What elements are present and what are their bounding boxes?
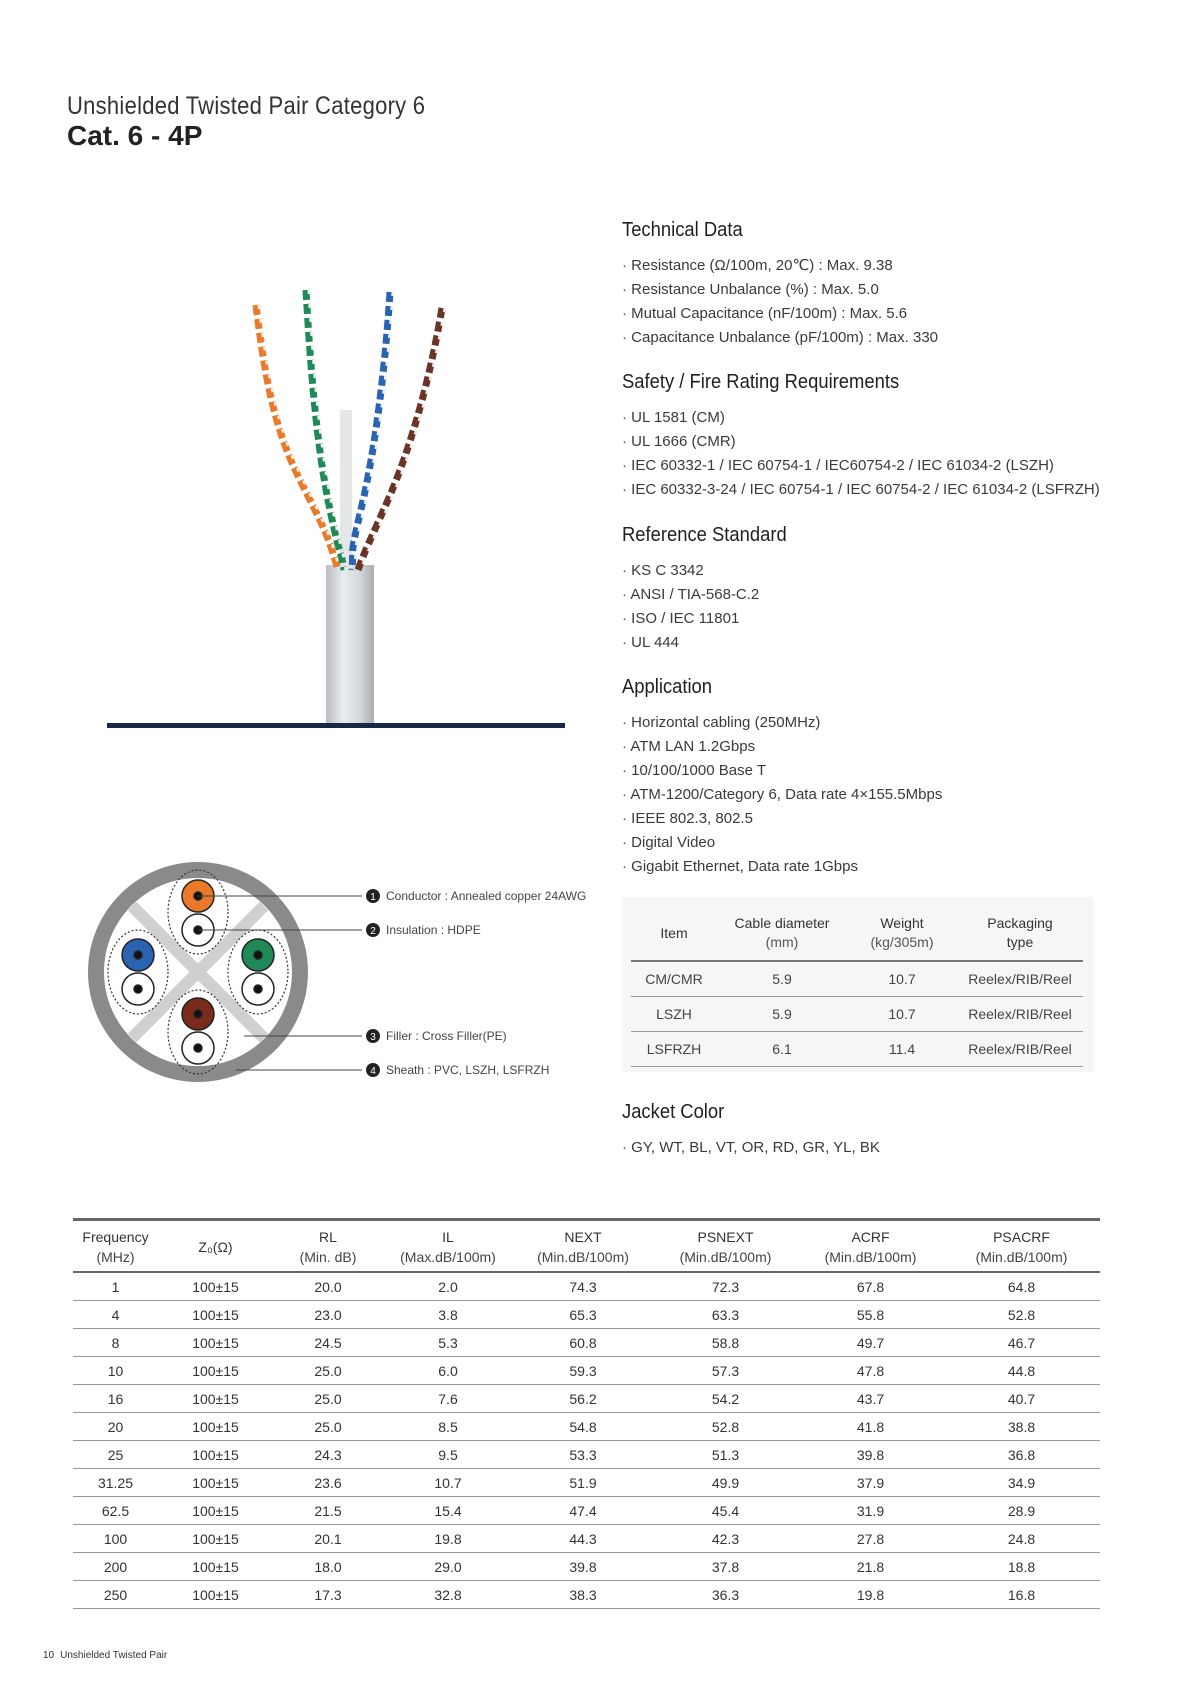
table-row	[73, 1469, 1100, 1497]
table-cell: 21.5	[273, 1497, 383, 1525]
table-cell: 16	[73, 1385, 158, 1413]
list-item: · UL 444	[622, 631, 801, 655]
table-cell: 57.3	[653, 1357, 798, 1385]
callout-3	[366, 1029, 507, 1043]
callout-4	[366, 1063, 549, 1077]
table-cell: 9.5	[383, 1441, 513, 1469]
footer-label: Unshielded Twisted Pair	[60, 1650, 168, 1661]
perf-header: IL (Max.dB/100m)	[383, 1220, 513, 1273]
table-cell: 49.9	[653, 1469, 798, 1497]
table-cell: 49.7	[798, 1329, 943, 1357]
table-cell: 100±15	[158, 1469, 273, 1497]
page-subtitle: Unshielded Twisted Pair Category 6	[67, 92, 426, 120]
table-cell: 38.8	[943, 1413, 1100, 1441]
performance-table	[73, 1218, 1100, 1609]
table-cell: 24.3	[273, 1441, 383, 1469]
technical-data-heading: Technical Data	[622, 219, 743, 241]
reference-heading: Reference Standard	[622, 524, 787, 546]
table-cell: 29.0	[383, 1553, 513, 1581]
spec-header-diameter: Cable diameter (mm)	[717, 910, 847, 961]
table-cell: 100±15	[158, 1357, 273, 1385]
list-item: · Capacitance Unbalance (pF/100m) : Max. 330	[622, 326, 938, 350]
application-heading: Application	[622, 676, 713, 698]
table-row	[73, 1413, 1100, 1441]
table-cell: 41.8	[798, 1413, 943, 1441]
reference-section	[622, 524, 801, 655]
table-cell: 44.8	[943, 1357, 1100, 1385]
table-cell: 65.3	[513, 1301, 653, 1329]
table-row	[73, 1357, 1100, 1385]
table-cell: 6.0	[383, 1357, 513, 1385]
safety-section	[622, 371, 1100, 502]
table-cell: 10	[73, 1357, 158, 1385]
jacket-color-section	[622, 1101, 880, 1160]
list-item: · KS C 3342	[622, 559, 801, 583]
perf-header: NEXT (Min.dB/100m)	[513, 1220, 653, 1273]
spec-header-weight: Weight (kg/305m)	[847, 910, 957, 961]
table-cell: 100±15	[158, 1581, 273, 1609]
table-cell: 52.8	[653, 1413, 798, 1441]
blue-pair	[352, 292, 390, 570]
table-cell: 31.9	[798, 1497, 943, 1525]
jacket-color-heading: Jacket Color	[622, 1101, 725, 1123]
table-row: CM/CMR 5.9 10.7 Reelex/RIB/Reel	[631, 961, 1083, 997]
table-cell: 45.4	[653, 1497, 798, 1525]
table-cell: 60.8	[513, 1329, 653, 1357]
brown-pair	[358, 308, 442, 570]
table-cell: 56.2	[513, 1385, 653, 1413]
list-item: · 10/100/1000 Base T	[622, 759, 942, 783]
table-cell: 58.8	[653, 1329, 798, 1357]
perf-header: PSNEXT (Min.dB/100m)	[653, 1220, 798, 1273]
cable-photo	[210, 280, 470, 725]
table-cell: 100±15	[158, 1497, 273, 1525]
spec-header-item: Item	[631, 910, 717, 961]
list-item: · ISO / IEC 11801	[622, 607, 801, 631]
list-item: · ATM-1200/Category 6, Data rate 4×155.5Mbps	[622, 783, 942, 807]
table-cell: 20.0	[273, 1272, 383, 1301]
table-cell: 250	[73, 1581, 158, 1609]
table-cell: 38.3	[513, 1581, 653, 1609]
table-cell: 4	[73, 1301, 158, 1329]
table-cell: 18.0	[273, 1553, 383, 1581]
list-item: · ANSI / TIA-568-C.2	[622, 583, 801, 607]
table-row	[73, 1301, 1100, 1329]
callout-label: Conductor : Annealed copper 24AWG	[386, 889, 587, 903]
table-cell: 8.5	[383, 1413, 513, 1441]
list-item: · ATM LAN 1.2Gbps	[622, 735, 942, 759]
callout-number: 2	[370, 926, 376, 937]
cross-section-diagram	[86, 860, 646, 1090]
callout-label: Insulation : HDPE	[386, 923, 481, 937]
list-item: · Gigabit Ethernet, Data rate 1Gbps	[622, 855, 942, 879]
table-cell: 39.8	[798, 1441, 943, 1469]
table-row	[73, 1581, 1100, 1609]
callout-number: 1	[370, 892, 376, 903]
callout-2	[366, 923, 481, 937]
table-cell: 100±15	[158, 1441, 273, 1469]
table-cell: 53.3	[513, 1441, 653, 1469]
list-item: · Resistance Unbalance (%) : Max. 5.0	[622, 278, 938, 302]
table-cell: 46.7	[943, 1329, 1100, 1357]
callout-1	[366, 889, 586, 903]
table-row	[73, 1497, 1100, 1525]
table-row: LSFRZH 6.1 11.4 Reelex/RIB/Reel	[631, 1032, 1083, 1067]
list-item: · GY, WT, BL, VT, OR, RD, GR, YL, BK	[622, 1136, 880, 1160]
list-item: · UL 1581 (CM)	[622, 406, 1100, 430]
technical-data-section	[622, 219, 938, 350]
table-cell: 20.1	[273, 1525, 383, 1553]
table-cell: 43.7	[798, 1385, 943, 1413]
table-cell: 19.8	[798, 1581, 943, 1609]
spec-table	[631, 910, 1083, 1067]
list-item: · IEC 60332-1 / IEC 60754-1 / IEC60754-2 / IEC 61034-2 (LSZH)	[622, 454, 1100, 478]
page-number: 10	[43, 1650, 55, 1661]
table-cell: 17.3	[273, 1581, 383, 1609]
table-cell: 21.8	[798, 1553, 943, 1581]
table-cell: 37.9	[798, 1469, 943, 1497]
table-row	[73, 1272, 1100, 1301]
performance-header-row	[73, 1220, 1100, 1273]
table-cell: 25.0	[273, 1413, 383, 1441]
page-title: Cat. 6 - 4P	[67, 120, 203, 151]
table-cell: 54.8	[513, 1413, 653, 1441]
table-cell: 8	[73, 1329, 158, 1357]
table-cell: 72.3	[653, 1272, 798, 1301]
list-item: · Horizontal cabling (250MHz)	[622, 711, 942, 735]
safety-heading: Safety / Fire Rating Requirements	[622, 371, 900, 393]
table-cell: 100±15	[158, 1413, 273, 1441]
table-row: LSZH 5.9 10.7 Reelex/RIB/Reel	[631, 997, 1083, 1032]
table-cell: 74.3	[513, 1272, 653, 1301]
table-cell: 51.9	[513, 1469, 653, 1497]
table-cell: 18.8	[943, 1553, 1100, 1581]
table-cell: 20	[73, 1413, 158, 1441]
table-cell: 100±15	[158, 1553, 273, 1581]
table-cell: 25.0	[273, 1357, 383, 1385]
photo-baseline	[107, 723, 565, 728]
table-cell: 37.8	[653, 1553, 798, 1581]
table-cell: 3.8	[383, 1301, 513, 1329]
table-cell: 200	[73, 1553, 158, 1581]
table-cell: 27.8	[798, 1525, 943, 1553]
table-cell: 7.6	[383, 1385, 513, 1413]
list-item: · IEEE 802.3, 802.5	[622, 807, 942, 831]
table-cell: 25.0	[273, 1385, 383, 1413]
table-cell: 52.8	[943, 1301, 1100, 1329]
table-cell: 28.9	[943, 1497, 1100, 1525]
table-cell: 19.8	[383, 1525, 513, 1553]
table-cell: 55.8	[798, 1301, 943, 1329]
table-cell: 5.3	[383, 1329, 513, 1357]
list-item: · IEC 60332-3-24 / IEC 60754-1 / IEC 60754-2 / IEC 61034-2 (LSFRZH)	[622, 478, 1100, 502]
table-cell: 40.7	[943, 1385, 1100, 1413]
table-cell: 100±15	[158, 1272, 273, 1301]
orange-pair	[256, 305, 338, 570]
perf-header: ACRF (Min.dB/100m)	[798, 1220, 943, 1273]
table-cell: 44.3	[513, 1525, 653, 1553]
table-cell: 67.8	[798, 1272, 943, 1301]
table-cell: 100±15	[158, 1329, 273, 1357]
table-cell: 42.3	[653, 1525, 798, 1553]
callout-number: 3	[370, 1032, 376, 1043]
callout-number: 4	[370, 1066, 376, 1077]
spec-header-packaging: Packaging type	[957, 910, 1083, 961]
table-cell: 32.8	[383, 1581, 513, 1609]
list-item: · Digital Video	[622, 831, 942, 855]
perf-header: RL (Min. dB)	[273, 1220, 383, 1273]
table-cell: 36.3	[653, 1581, 798, 1609]
table-row	[73, 1441, 1100, 1469]
callout-label: Filler : Cross Filler(PE)	[386, 1029, 507, 1043]
table-cell: 63.3	[653, 1301, 798, 1329]
table-cell: 54.2	[653, 1385, 798, 1413]
table-row	[73, 1385, 1100, 1413]
table-row	[73, 1553, 1100, 1581]
table-cell: 59.3	[513, 1357, 653, 1385]
table-cell: 23.6	[273, 1469, 383, 1497]
table-row	[73, 1525, 1100, 1553]
perf-header: Z₀(Ω)	[158, 1220, 273, 1273]
table-cell: 47.4	[513, 1497, 653, 1525]
table-cell: 23.0	[273, 1301, 383, 1329]
perf-header: PSACRF (Min.dB/100m)	[943, 1220, 1100, 1273]
application-section	[622, 676, 942, 879]
page-footer	[43, 1650, 173, 1661]
table-cell: 15.4	[383, 1497, 513, 1525]
callout-label: Sheath : PVC, LSZH, LSFRZH	[386, 1063, 550, 1077]
table-cell: 36.8	[943, 1441, 1100, 1469]
table-cell: 100±15	[158, 1525, 273, 1553]
perf-header: Frequency (MHz)	[73, 1220, 158, 1273]
table-row	[73, 1329, 1100, 1357]
table-cell: 24.5	[273, 1329, 383, 1357]
cable-jacket	[326, 565, 374, 725]
table-cell: 31.25	[73, 1469, 158, 1497]
table-cell: 2.0	[383, 1272, 513, 1301]
table-cell: 25	[73, 1441, 158, 1469]
list-item: · Mutual Capacitance (nF/100m) : Max. 5.6	[622, 302, 938, 326]
table-cell: 16.8	[943, 1581, 1100, 1609]
table-cell: 10.7	[383, 1469, 513, 1497]
table-cell: 39.8	[513, 1553, 653, 1581]
table-cell: 62.5	[73, 1497, 158, 1525]
table-cell: 24.8	[943, 1525, 1100, 1553]
table-cell: 1	[73, 1272, 158, 1301]
table-cell: 100±15	[158, 1385, 273, 1413]
table-cell: 47.8	[798, 1357, 943, 1385]
table-cell: 100	[73, 1525, 158, 1553]
list-item: · UL 1666 (CMR)	[622, 430, 1100, 454]
table-cell: 51.3	[653, 1441, 798, 1469]
table-cell: 100±15	[158, 1301, 273, 1329]
table-cell: 64.8	[943, 1272, 1100, 1301]
list-item: · Resistance (Ω/100m, 20℃) : Max. 9.38	[622, 254, 938, 278]
table-cell: 34.9	[943, 1469, 1100, 1497]
